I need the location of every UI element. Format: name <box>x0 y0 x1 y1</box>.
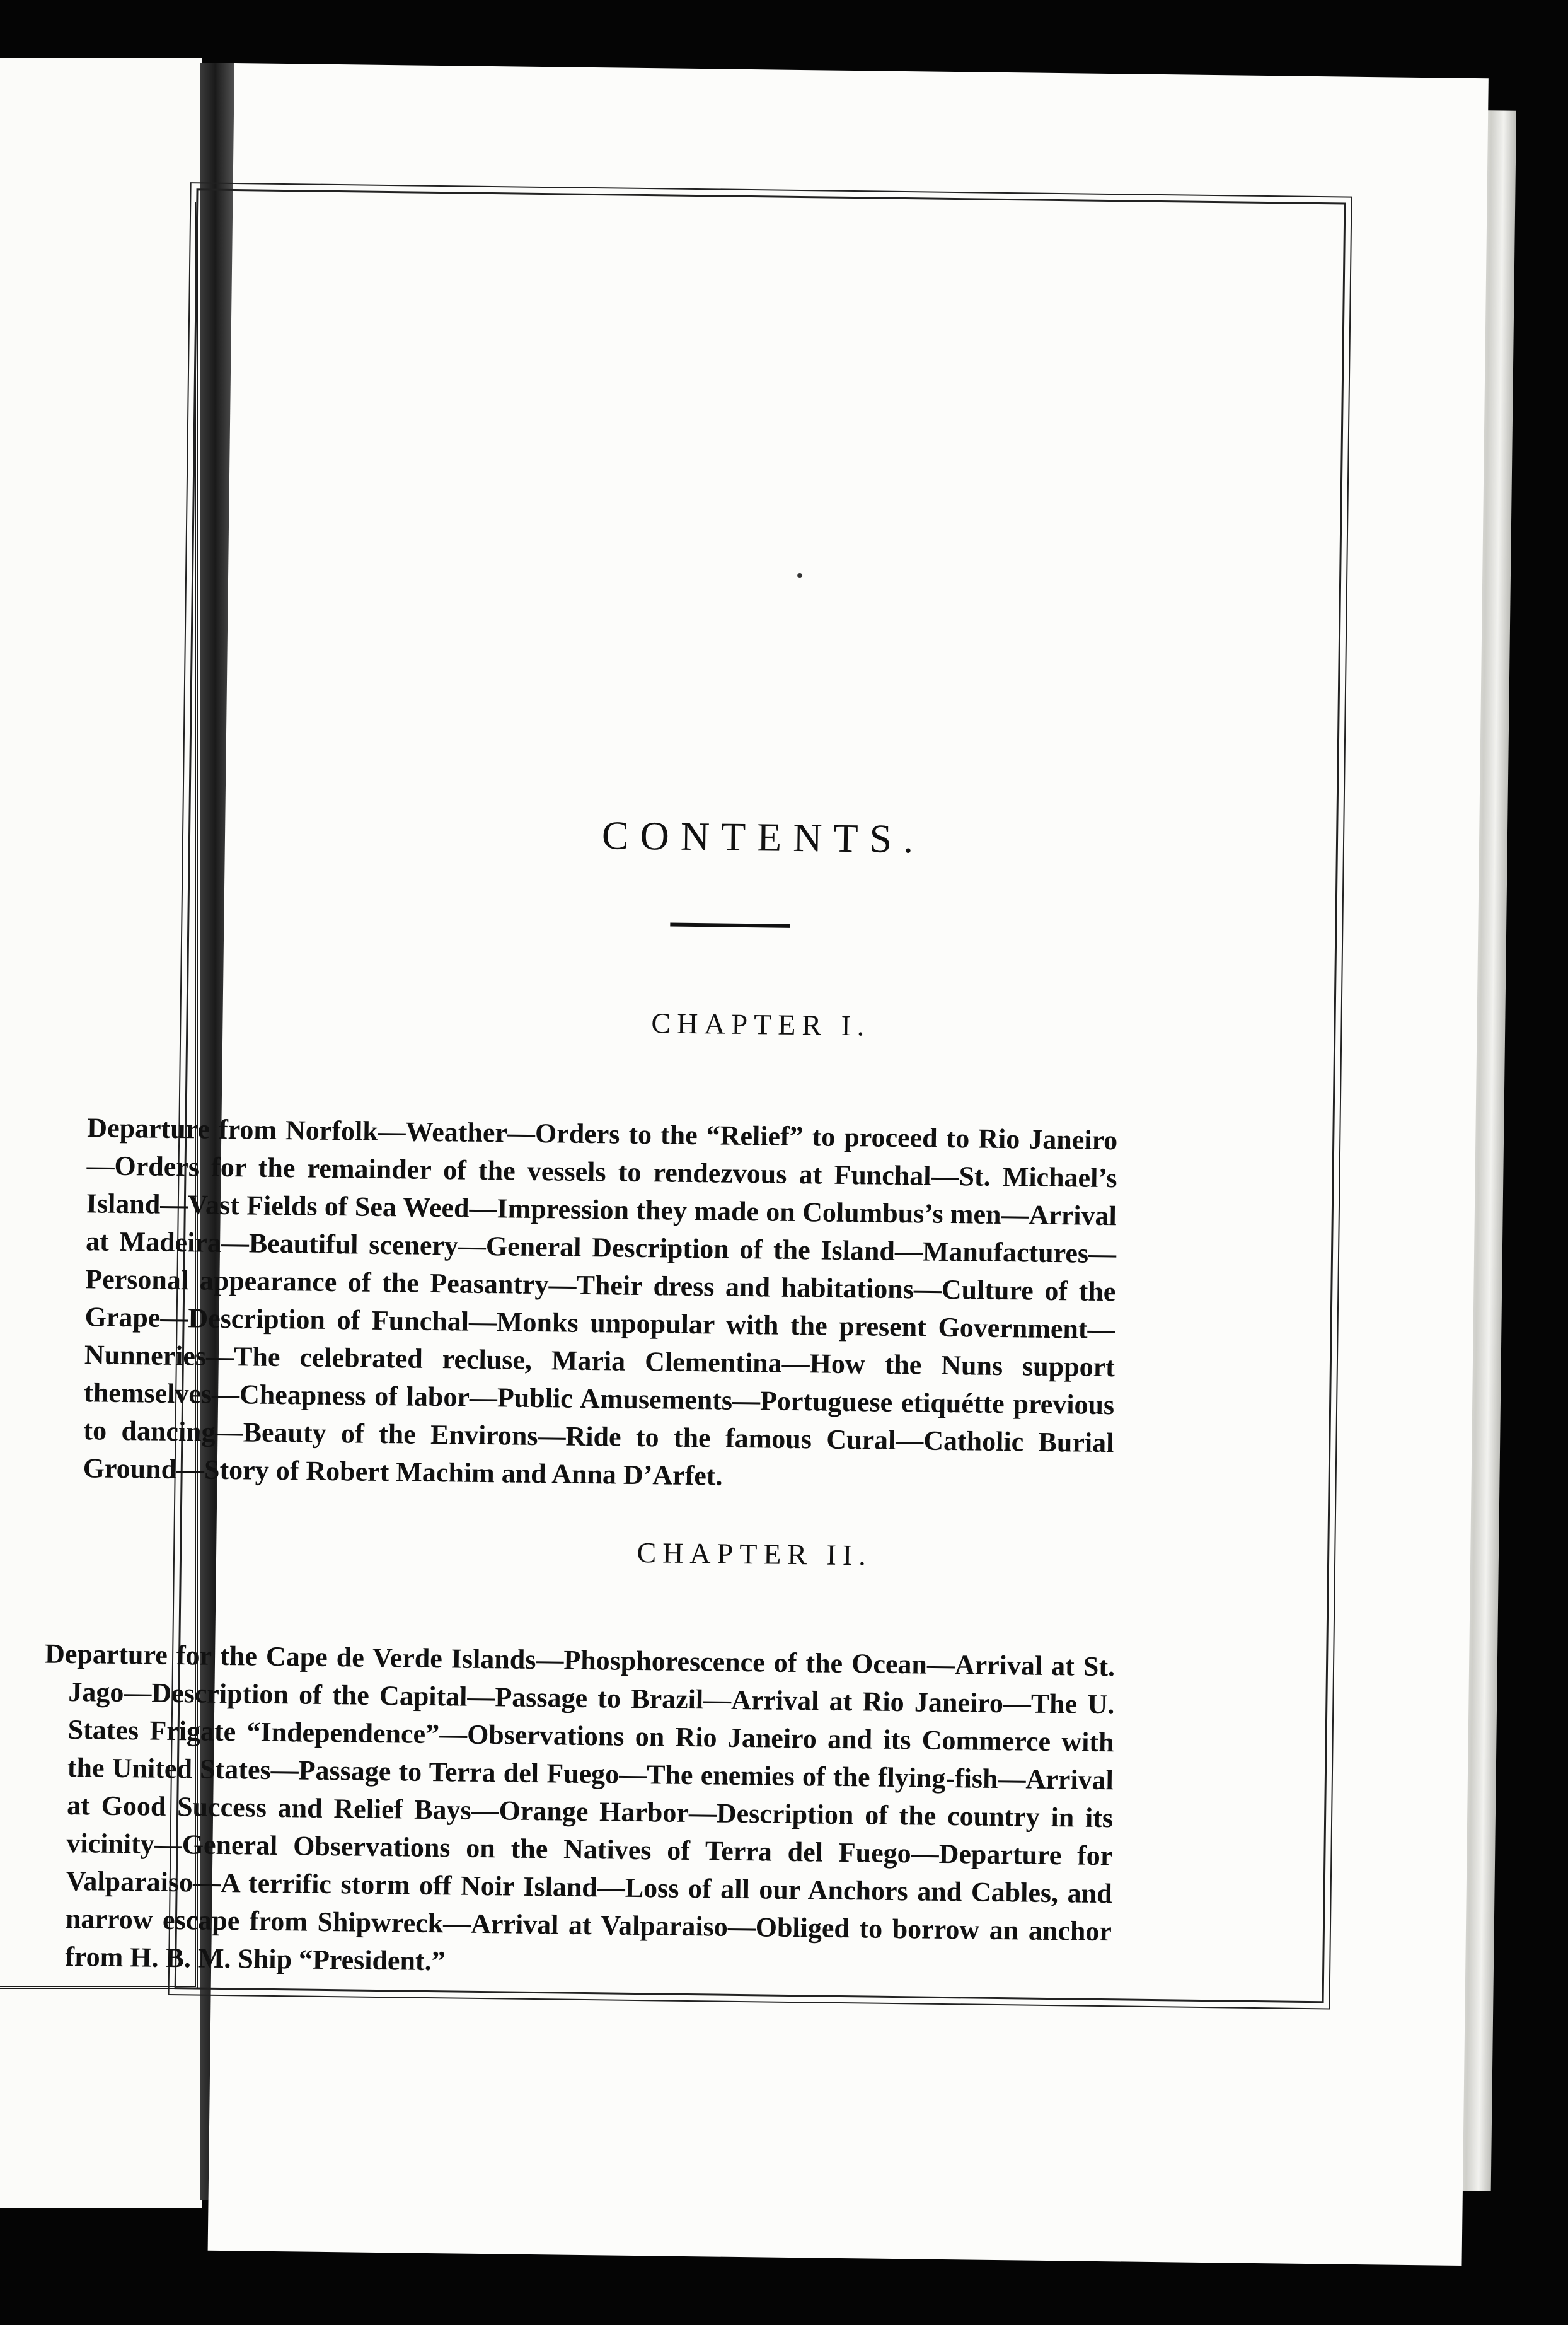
ink-speck <box>797 573 802 578</box>
contents-page <box>44 63 1489 2266</box>
chapter-2-summary: Departure for the Cape de Verde Islands—Phosphorescence of the Ocean—Arrival at St. Jago—Description of the Capital—Passage to Brazil—Arrival at Rio Janeiro—The U. States Frigate “Independence”—Observations on Rio Janeiro and its Commerce with the United States—Passage to Terra del Fuego—The enemies of the flying-fish—Arrival at Good Success and Relief Bays—Orange Harbor—Description of the country in its vicinity—General Observations on the Natives of Terra del Fuego—Departure for Valparaiso—A terrific storm off Noir Island—Loss of all our Anchors and Cables, and narrow escape from Shipwreck—Arrival at Valparaiso—Obliged to borrow an anchor from H. B. M. Ship “President.” <box>44 1638 1115 1977</box>
page-title: CONTENTS. <box>601 813 925 862</box>
page-border-frame <box>44 188 1346 2003</box>
chapter-1-heading: CHAPTER I. <box>651 1007 871 1042</box>
title-rule <box>670 923 790 928</box>
chapter-2-heading: CHAPTER II. <box>637 1536 873 1572</box>
chapter-1-summary: Departure from Norfolk—Weather—Orders to the “Relief” to proceed to Rio Janeiro—Orders for the remainder of the vessels to rendezvous at Funchal—St. Michael’s Island—Vast Fields of Sea Weed—Impression they made on Columbus’s men—Arrival at Madeira—Beautiful scenery—General Description of the Island—Manufactures—Personal appearance of the Peasantry—Their dress and habitations—Culture of the Grape—Description of Funchal—Monks unpopular with the present Government—Nunneries—The celebrated recluse, Maria Clementina—How the Nuns support themselves—Cheapness of labor—Public Amusements—Portuguese etiquétte previous to dancing—Beauty of the Environs—Ride to the famous Cural—Catholic Burial Ground—Story of Robert Machim and Anna D’Arfet. <box>83 1112 1118 1492</box>
